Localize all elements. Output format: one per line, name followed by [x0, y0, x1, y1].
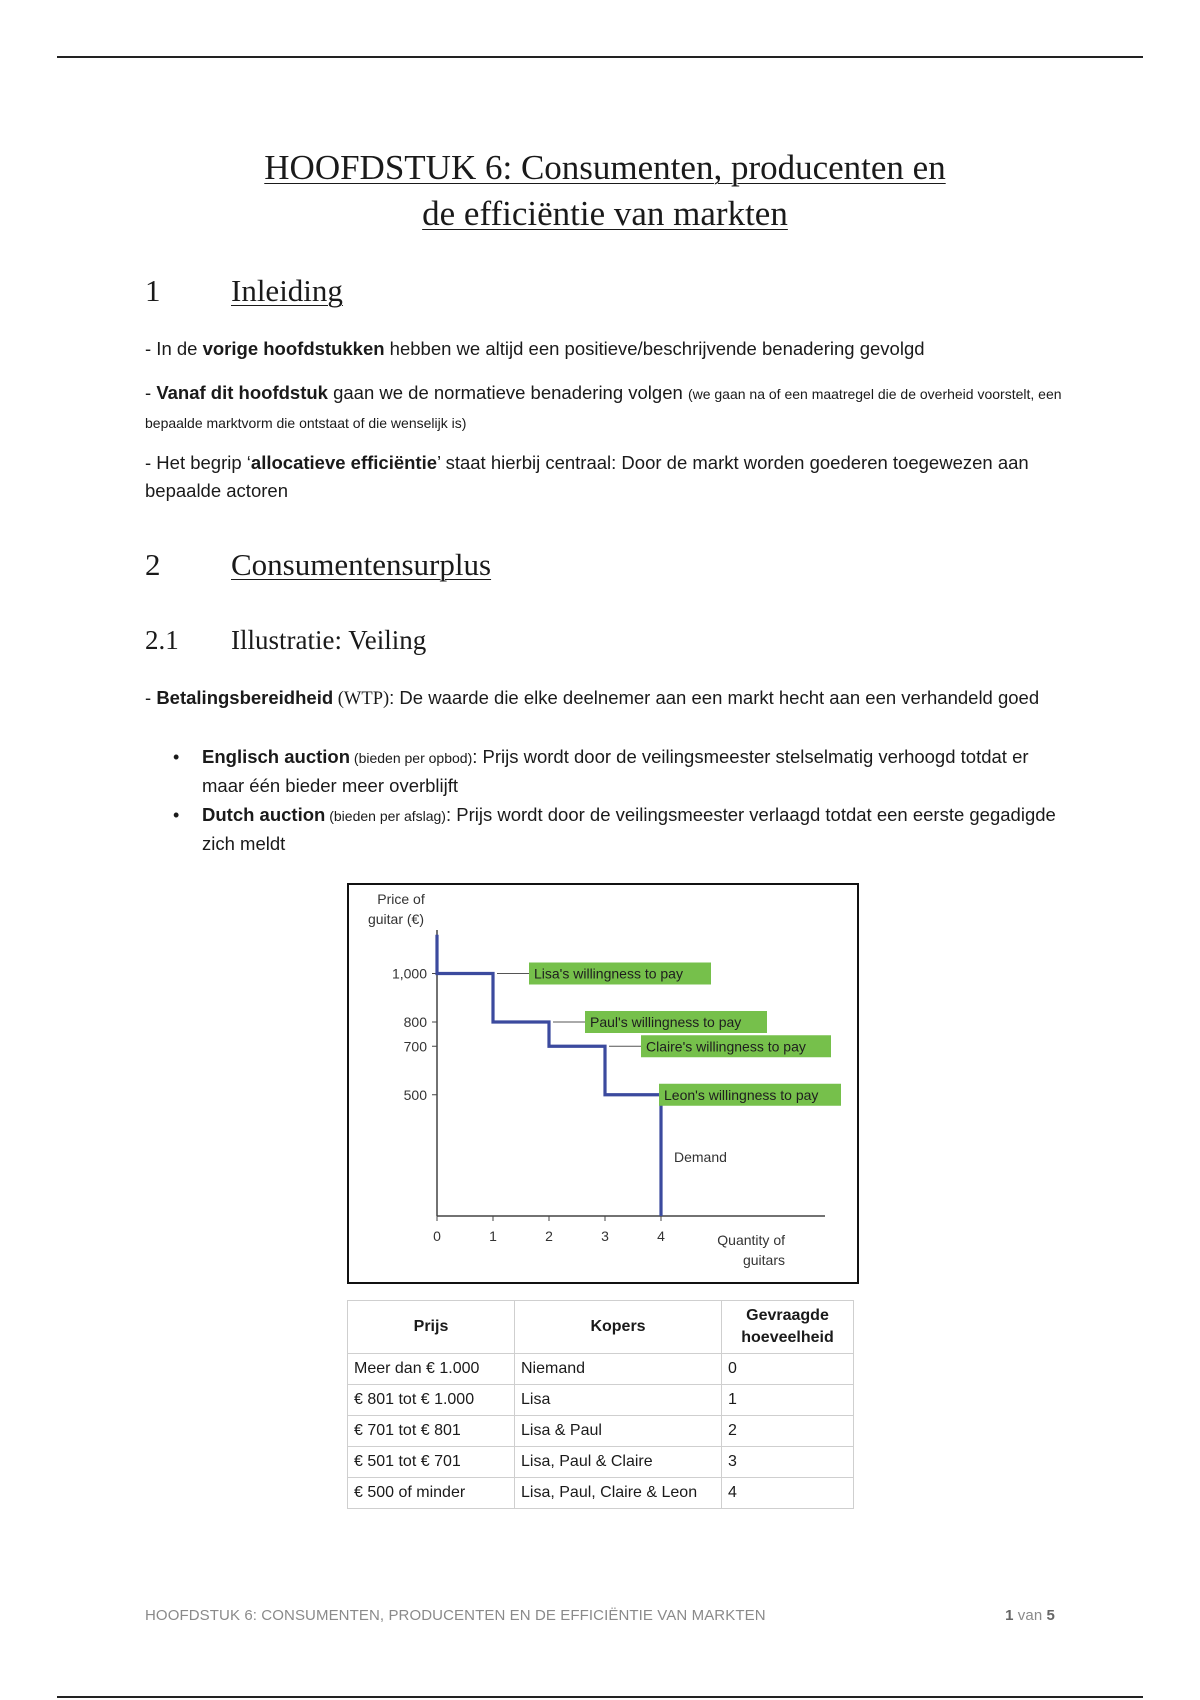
- x-tick-label: 1: [489, 1228, 497, 1244]
- cell-kopers: Lisa, Paul & Claire: [515, 1447, 722, 1478]
- column-header-kopers: Kopers: [515, 1301, 722, 1354]
- cell-prijs: € 501 tot € 701: [348, 1447, 515, 1478]
- annotation-label: Paul's willingness to pay: [590, 1014, 742, 1030]
- x-tick-label: 3: [601, 1228, 609, 1244]
- section-heading-inleiding: [145, 272, 343, 310]
- cell-kopers: Lisa: [515, 1385, 722, 1416]
- bold-term: allocatieve efficiëntie: [250, 452, 438, 473]
- cell-prijs: € 801 tot € 1.000: [348, 1385, 515, 1416]
- bold-term: Betalingsbereidheid: [156, 687, 334, 708]
- subsection-number: 2.1: [145, 625, 179, 655]
- list-item: • Englisch auction (bieden per opbod): Prijs wordt door de veilingsmeester stelselmatig verhoogd totdat er maar één bieder meer overblijft: [145, 743, 1075, 800]
- column-header-hoeveelheid: Gevraagde hoeveelheid: [722, 1301, 854, 1354]
- subsection-title: Illustratie: Veiling: [231, 625, 427, 655]
- table-row: [348, 1354, 854, 1385]
- title-line-2: de efficiëntie van markten: [422, 194, 788, 233]
- footer-text: HOOFDSTUK 6: CONSUMENTEN, PRODUCENTEN EN DE EFFICIËNTIE VAN MARKTEN: [145, 1607, 766, 1624]
- abbreviation: (WTP): [333, 689, 390, 709]
- cell-prijs: € 500 of minder: [348, 1478, 515, 1509]
- wtp-definition: - Betalingsbereidheid (WTP): De waarde die elke deelnemer aan een markt hecht aan een verhandeld goed: [145, 687, 1040, 709]
- bold-term: Dutch auction: [202, 804, 326, 825]
- table-row: [348, 1416, 854, 1447]
- annotation-label: Lisa's willingness to pay: [534, 965, 683, 982]
- table-header-row: [348, 1301, 854, 1354]
- x-axis-title-line-1: Quantity of: [717, 1232, 785, 1248]
- willingness-table: [347, 1300, 854, 1509]
- footer-rule: [57, 1696, 1143, 1698]
- y-axis-title-line-2: guitar (€): [367, 911, 425, 927]
- table-row: [348, 1447, 854, 1478]
- x-axis-title-line-2: guitars: [742, 1252, 785, 1268]
- note-text: (bieden per opbod): [350, 750, 473, 766]
- demand-chart: [347, 883, 859, 1284]
- demand-label: Demand: [674, 1148, 727, 1165]
- bold-term: vorige hoofdstukken: [202, 338, 385, 359]
- cell-hoeveelheid: 0: [722, 1354, 854, 1385]
- cell-hoeveelheid: 1: [722, 1385, 854, 1416]
- section-title: Consumentensurplus: [231, 547, 492, 582]
- annotation-label: Leon's willingness to pay: [664, 1086, 819, 1103]
- y-tick-label: 500: [403, 1086, 427, 1103]
- section-number: 2: [145, 547, 161, 582]
- page-title: [0, 145, 1200, 237]
- annotation-label: Claire's willingness to pay: [646, 1038, 806, 1055]
- column-header-prijs: Prijs: [348, 1301, 515, 1354]
- cell-kopers: Lisa & Paul: [515, 1416, 722, 1447]
- page-number: 1 van 5: [1005, 1607, 1055, 1624]
- cell-kopers: Niemand: [515, 1354, 722, 1385]
- note-text: (bieden per afslag): [325, 808, 446, 824]
- x-tick-label: 2: [545, 1228, 553, 1244]
- auction-list: [145, 743, 1075, 859]
- cell-hoeveelheid: 2: [722, 1416, 854, 1447]
- header-rule: [57, 56, 1143, 58]
- list-item: • Dutch auction (bieden per afslag): Prijs wordt door de veilingsmeester verlaagd totdat een eerste gegadigde zich meldt: [145, 801, 1075, 858]
- intro-paragraph-3: - Het begrip ‘allocatieve efficiëntie’ staat hierbij centraal: Door de markt worden goederen toegewezen aan bepaalde actoren: [145, 452, 1029, 501]
- intro-paragraph-2: - Vanaf dit hoofdstuk gaan we de normatieve benadering volgen (we gaan na of een maatregel die de overheid voorstelt, een bepaalde marktvorm die ontstaat of die wenselijk is): [145, 382, 1062, 431]
- cell-hoeveelheid: 4: [722, 1478, 854, 1509]
- page-footer: [145, 1607, 1055, 1624]
- table-row: [348, 1478, 854, 1509]
- demand-chart-svg: [349, 885, 857, 1282]
- intro-paragraph-1: - In de vorige hoofdstukken hebben we altijd een positieve/beschrijvende benadering gevolgd: [145, 338, 925, 359]
- cell-hoeveelheid: 3: [722, 1447, 854, 1478]
- x-tick-label: 0: [433, 1228, 441, 1244]
- table-row: [348, 1385, 854, 1416]
- bold-term: Vanaf dit hoofdstuk: [156, 382, 328, 403]
- y-axis-title-line-1: Price of: [377, 891, 425, 907]
- bold-term: Englisch auction: [202, 746, 351, 767]
- x-tick-label: 4: [657, 1228, 665, 1244]
- section-heading-consumentensurplus: [145, 546, 491, 584]
- subsection-heading: [145, 623, 426, 657]
- section-title: Inleiding: [231, 273, 343, 308]
- note-text: (we gaan na of een maatregel die de overheid voorstelt, een bepaalde marktvorm die ontstaat of die wenselijk is): [145, 386, 1062, 431]
- cell-kopers: Lisa, Paul, Claire & Leon: [515, 1478, 722, 1509]
- cell-prijs: Meer dan € 1.000: [348, 1354, 515, 1385]
- y-tick-label: 800: [403, 1014, 427, 1030]
- cell-prijs: € 701 tot € 801: [348, 1416, 515, 1447]
- title-line-1: HOOFDSTUK 6: Consumenten, producenten en: [264, 148, 946, 187]
- y-tick-label: 1,000: [391, 965, 427, 982]
- section-number: 1: [145, 273, 161, 308]
- y-tick-label: 700: [403, 1038, 427, 1055]
